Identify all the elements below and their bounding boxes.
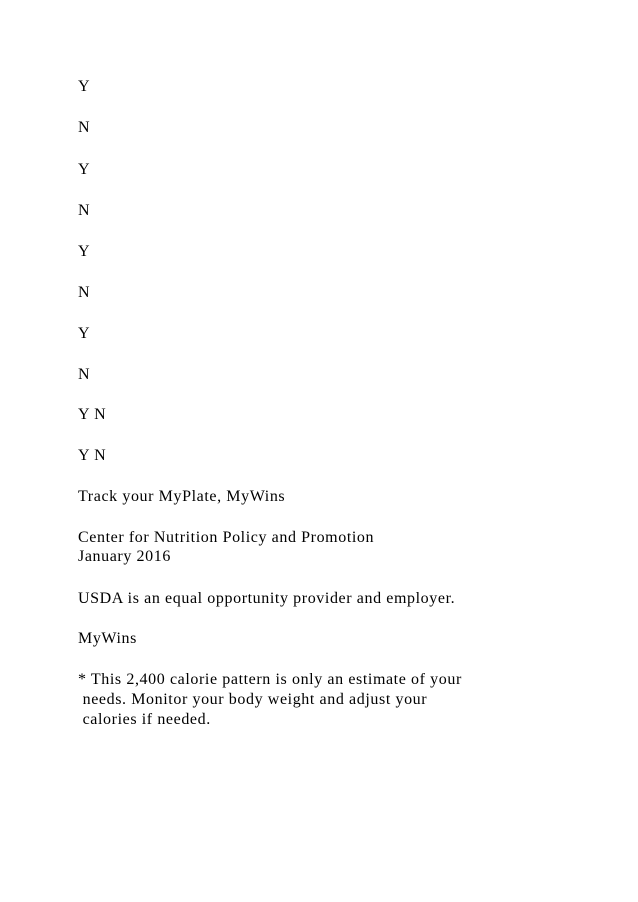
answer-1: Y xyxy=(78,78,91,95)
calorie-note-1: * This 2,400 calorie pattern is only an estimate of your xyxy=(78,671,462,688)
answer-9: Y N xyxy=(78,406,107,423)
answer-6: N xyxy=(78,284,91,301)
footer-title: Track your MyPlate, MyWins xyxy=(78,488,286,505)
answer-10: Y N xyxy=(78,447,107,464)
answer-8: N xyxy=(78,366,91,383)
answer-7: Y xyxy=(78,325,91,342)
answer-4: N xyxy=(78,202,91,219)
calorie-note-3: calories if needed. xyxy=(78,711,211,728)
date-line: January 2016 xyxy=(78,548,171,565)
center-line: Center for Nutrition Policy and Promotion xyxy=(78,529,375,546)
usda-statement: USDA is an equal opportunity provider and employer. xyxy=(78,590,456,607)
calorie-note-2: needs. Monitor your body weight and adjust your xyxy=(78,691,428,708)
answer-3: Y xyxy=(78,161,91,178)
brand-name: MyWins xyxy=(78,630,137,647)
answer-5: Y xyxy=(78,243,91,260)
answer-2: N xyxy=(78,119,91,136)
